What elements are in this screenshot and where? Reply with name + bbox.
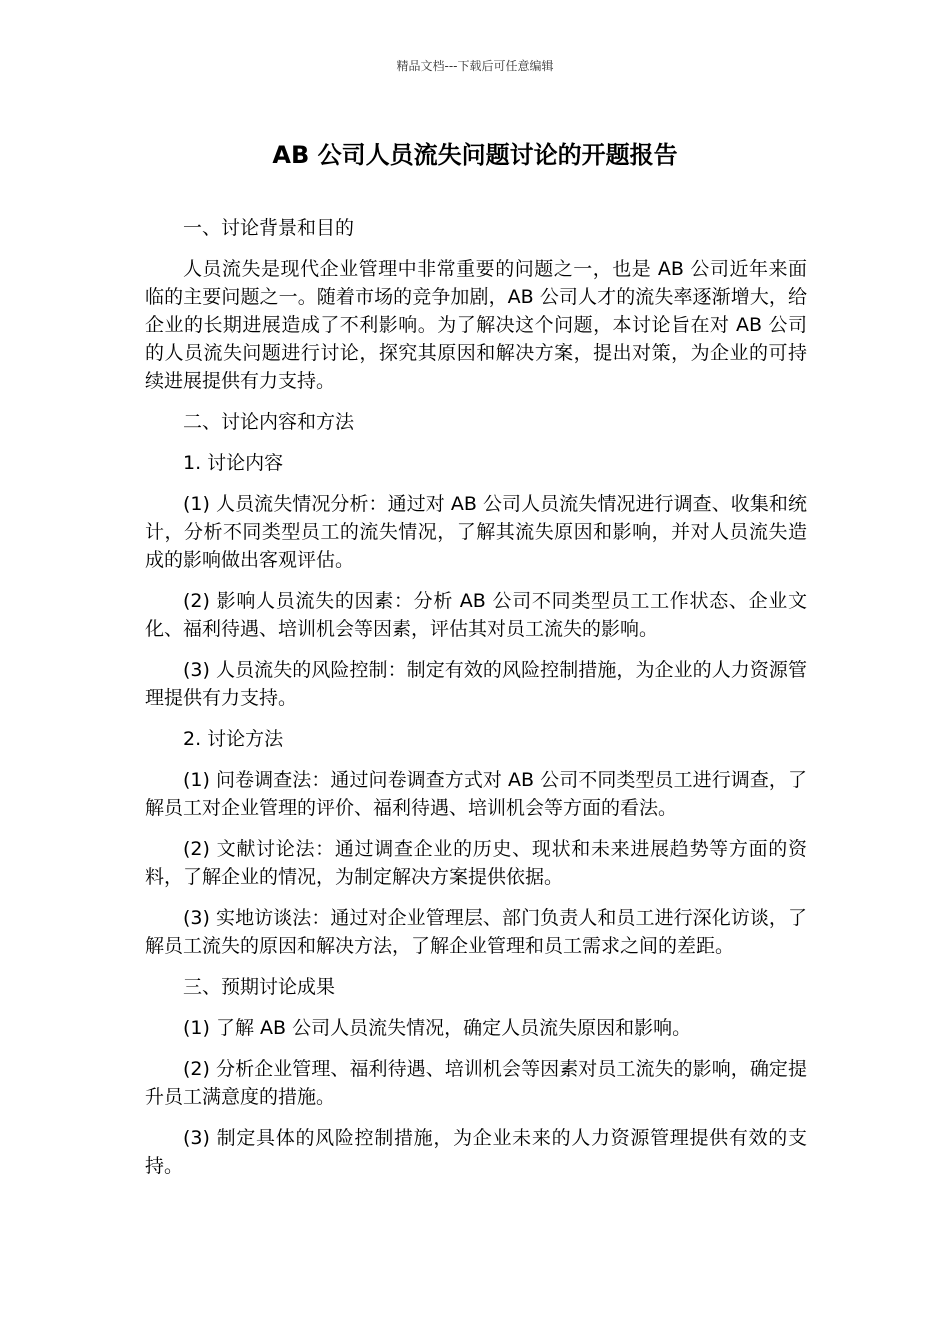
document-body bbox=[145, 214, 807, 1193]
paragraph-background: 人员流失是现代企业管理中非常重要的问题之一，也是 AB 公司近年来面临的主要问题之一。随着市场的竞争加剧，AB 公司人才的流失率逐渐增大，给企业的长期进展造成了不利影响。为了解决这个问题，本讨论旨在对 AB 公司的人员流失问题进行讨论，探究其原因和解决方案，提出对策，为企业的可持续进展提供有力支持。 bbox=[145, 258, 807, 392]
document-title: AB 公司人员流失问题讨论的开题报告 bbox=[272, 141, 678, 169]
paragraph-method-item-2: (2) 文献讨论法：通过调查企业的历史、现状和未来进展趋势等方面的资料，了解企业的情况，为制定解决方案提供依据。 bbox=[145, 838, 807, 888]
subheading-method: 2. 讨论方法 bbox=[183, 728, 284, 750]
paragraph-method-item-3: (3) 实地访谈法：通过对企业管理层、部门负责人和员工进行深化访谈，了解员工流失的原因和解决方法，了解企业管理和员工需求之间的差距。 bbox=[145, 907, 807, 957]
section-heading-expected-results: 三、预期讨论成果 bbox=[183, 976, 336, 998]
header-note: 精品文档---下载后可任意编辑 bbox=[396, 59, 554, 73]
paragraph-result-item-1: (1) 了解 AB 公司人员流失情况，确定人员流失原因和影响。 bbox=[183, 1017, 692, 1039]
section-heading-content-method: 二、讨论内容和方法 bbox=[183, 411, 355, 433]
paragraph-content-item-1: (1) 人员流失情况分析：通过对 AB 公司人员流失情况进行调查、收集和统计，分析不同类型员工的流失情况，了解其流失原因和影响，并对人员流失造成的影响做出客观评估。 bbox=[145, 493, 807, 571]
subheading-content: 1. 讨论内容 bbox=[183, 452, 284, 474]
paragraph-method-item-1: (1) 问卷调查法：通过问卷调查方式对 AB 公司不同类型员工进行调查，了解员工对企业管理的评价、福利待遇、培训机会等方面的看法。 bbox=[145, 769, 807, 819]
paragraph-result-item-3: (3) 制定具体的风险控制措施，为企业未来的人力资源管理提供有效的支持。 bbox=[145, 1127, 807, 1177]
section-heading-background: 一、讨论背景和目的 bbox=[183, 217, 355, 239]
paragraph-result-item-2: (2) 分析企业管理、福利待遇、培训机会等因素对员工流失的影响，确定提升员工满意度的措施。 bbox=[145, 1058, 807, 1108]
paragraph-content-item-2: (2) 影响人员流失的因素：分析 AB 公司不同类型员工工作状态、企业文化、福利待遇、培训机会等因素，评估其对员工流失的影响。 bbox=[145, 590, 807, 640]
paragraph-content-item-3: (3) 人员流失的风险控制：制定有效的风险控制措施，为企业的人力资源管理提供有力支持。 bbox=[145, 659, 807, 709]
